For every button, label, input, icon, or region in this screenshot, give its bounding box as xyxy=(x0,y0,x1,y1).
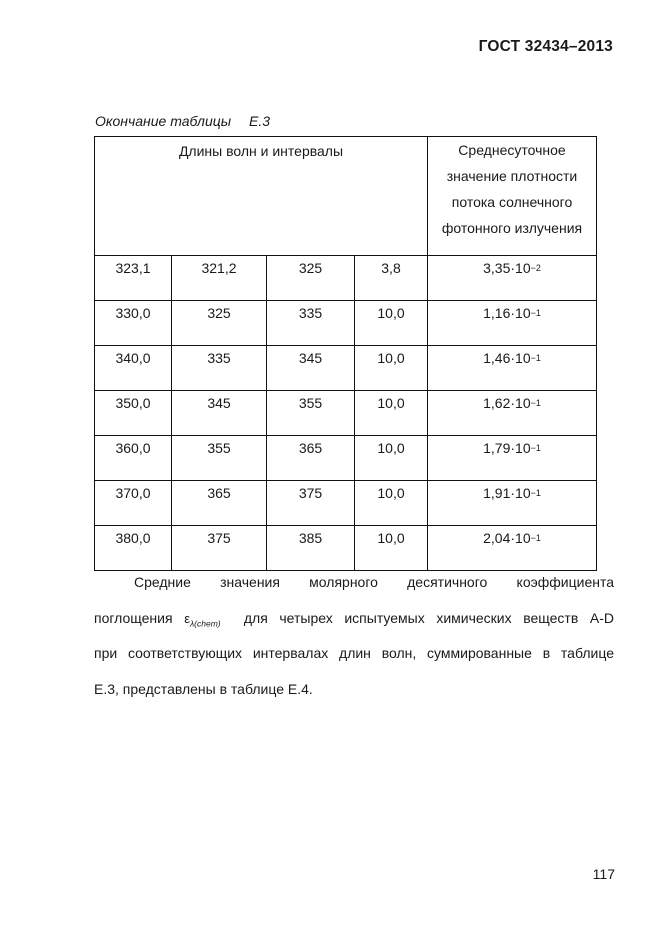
flux-exponent: −1 xyxy=(530,488,541,498)
table-cell: 10,0 xyxy=(355,346,428,391)
flux-value-cell xyxy=(428,256,597,301)
flux-exponent: −2 xyxy=(530,263,541,273)
table-cell: 365 xyxy=(267,436,355,481)
paragraph-line: при соответствующих интервалах длин волн, суммированные в таблице xyxy=(94,645,614,661)
table-cell: 345 xyxy=(267,346,355,391)
table-cell: 325 xyxy=(267,256,355,301)
table-cell: 325 xyxy=(172,301,267,346)
table-cell: 350,0 xyxy=(95,391,172,436)
header-flux-line: потока солнечного xyxy=(451,194,573,210)
table-cell: 335 xyxy=(172,346,267,391)
header-flux xyxy=(428,137,597,256)
table-cell: 10,0 xyxy=(355,481,428,526)
wavelength-flux-table xyxy=(94,136,597,571)
table-cell: 10,0 xyxy=(355,391,428,436)
header-flux-line: значение плотности xyxy=(446,168,578,184)
header-wavelengths: Длины волн и интервалы xyxy=(95,137,428,256)
flux-mantissa: 2,04·10 xyxy=(483,530,531,546)
epsilon-symbol xyxy=(184,610,221,629)
table-cell: 330,0 xyxy=(95,301,172,346)
table-cell: 3,8 xyxy=(355,256,428,301)
page-number: 117 xyxy=(592,866,615,882)
table-cell: 380,0 xyxy=(95,526,172,571)
table-cell: 10,0 xyxy=(355,436,428,481)
table-cell: 10,0 xyxy=(355,301,428,346)
flux-exponent: −1 xyxy=(530,533,541,543)
table-cell: 335 xyxy=(267,301,355,346)
table-cell: 345 xyxy=(172,391,267,436)
flux-mantissa: 1,91·10 xyxy=(483,485,531,501)
caption-prefix: Окончание таблицы xyxy=(95,113,232,129)
flux-value-cell xyxy=(428,481,597,526)
standard-code: ГОСТ 32434–2013 xyxy=(478,38,613,55)
table-cell: 360,0 xyxy=(95,436,172,481)
flux-mantissa: 1,62·10 xyxy=(483,395,531,411)
caption-number: Е.3 xyxy=(249,113,271,129)
table-header-row xyxy=(95,137,597,256)
paragraph-text: для четырех испытуемых химических веществ A-D xyxy=(243,609,615,626)
table-cell: 385 xyxy=(267,526,355,571)
table-caption xyxy=(95,113,270,129)
table-cell: 365 xyxy=(172,481,267,526)
flux-exponent: −1 xyxy=(530,443,541,453)
table-cell: 375 xyxy=(267,481,355,526)
table-row xyxy=(95,346,597,391)
body-paragraph xyxy=(94,565,614,707)
flux-exponent: −1 xyxy=(530,353,541,363)
flux-mantissa: 1,46·10 xyxy=(483,350,531,366)
paragraph-line: Е.3, представлены в таблице Е.4. xyxy=(94,680,313,697)
table-row xyxy=(95,391,597,436)
table-row xyxy=(95,481,597,526)
flux-value-cell xyxy=(428,391,597,436)
flux-value-cell xyxy=(428,346,597,391)
table-cell: 323,1 xyxy=(95,256,172,301)
table-cell: 340,0 xyxy=(95,346,172,391)
paragraph-text: поглощения xyxy=(94,609,173,626)
header-flux-line: Среднесуточное xyxy=(458,142,566,158)
table-cell: 10,0 xyxy=(355,526,428,571)
flux-value-cell xyxy=(428,301,597,346)
table-cell: 321,2 xyxy=(172,256,267,301)
flux-value-cell xyxy=(428,436,597,481)
header-flux-line: фотонного излучения xyxy=(441,220,583,236)
table-row xyxy=(95,256,597,301)
flux-mantissa: 1,16·10 xyxy=(483,305,531,321)
table-cell: 375 xyxy=(172,526,267,571)
flux-mantissa: 1,79·10 xyxy=(483,440,531,456)
flux-value-cell xyxy=(428,526,597,571)
flux-exponent: −1 xyxy=(530,308,541,318)
paragraph-line: Средние значения молярного десятичного коэффициента xyxy=(134,574,614,590)
table-row xyxy=(95,436,597,481)
epsilon-subscript: λ(chem) xyxy=(189,618,221,629)
flux-mantissa: 3,35·10 xyxy=(483,260,531,276)
table-row xyxy=(95,526,597,571)
flux-exponent: −1 xyxy=(530,398,541,408)
table-row xyxy=(95,301,597,346)
paragraph-line xyxy=(94,601,614,637)
table-cell: 355 xyxy=(267,391,355,436)
table-cell: 355 xyxy=(172,436,267,481)
epsilon-glyph: ε xyxy=(184,610,190,626)
table-cell: 370,0 xyxy=(95,481,172,526)
